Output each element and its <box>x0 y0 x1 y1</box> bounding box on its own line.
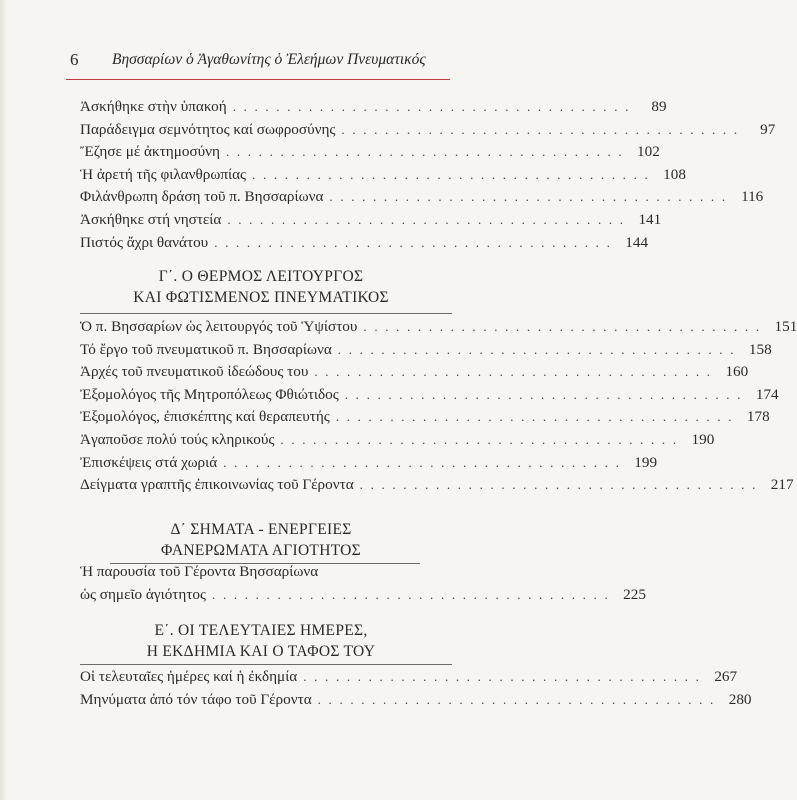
section-heading-line: Δ΄ ΣΗΜΑΤΑ - ΕΝΕΡΓΕΙΕΣ <box>170 521 352 538</box>
dot-leader: . . . . . . . . . . . . . . . . . . . . . . . . . . . . . . . . . . . . . <box>329 189 728 205</box>
dot-leader: . . . . . . . . . . . . . . . . . . . . . . . . . . . . . . . . . . . . . <box>252 166 650 182</box>
dot-leader: . . . . . . . . . . . . . . . . . . . . . . . . . . . . . . . . . . . . . <box>227 211 626 227</box>
toc-entry[interactable] <box>80 361 749 384</box>
toc-entry-page: 190 <box>691 430 715 448</box>
section-heading-line: Η ΕΚΔΗΜΙΑ ΚΑΙ Ο ΤΑΦΟΣ ΤΟΥ <box>146 643 376 660</box>
toc-entry[interactable] <box>80 406 770 429</box>
dot-leader: . . . . . . . . . . . . . . . . . . . . . . . . . . . . . . . . . . . . . <box>214 234 613 250</box>
toc-entry-title: Ἐξομολόγος, ἐπισκέπτης καί θεραπευτής <box>80 408 330 426</box>
toc-entry-title: Μηνύματα ἀπό τόν τάφο τοῦ Γέροντα <box>80 690 312 708</box>
section-heading-line: ΦΑΝΕΡΩΜΑΤΑ ΑΓΙΟΤΗΤΟΣ <box>160 542 361 559</box>
toc-entry[interactable] <box>80 666 738 689</box>
toc-entry[interactable] <box>80 474 794 497</box>
toc-entry[interactable] <box>80 232 649 255</box>
toc-entry[interactable] <box>80 339 772 362</box>
toc-entry-title: Ἡ ἀρετή τῆς φιλανθρωπίας <box>80 165 247 183</box>
toc-entry[interactable] <box>80 452 658 475</box>
dot-leader: . . . . . . . . . . . . . . . . . . . . . . . . . . . . . . . . . . . . . <box>212 586 610 602</box>
toc-entry-page: 97 <box>760 120 776 138</box>
toc-entry-page: 199 <box>634 453 658 471</box>
toc-entry-title: Παράδειγμα σεμνότητος καί σωφροσύνης <box>80 120 336 138</box>
section-e-heading <box>66 620 456 662</box>
running-header <box>70 50 450 72</box>
dot-leader: . . . . . . . . . . . . . . . . . . . . . . . . . . . . . . . . . . . . . <box>232 99 631 114</box>
dot-leader: . . . . . . . . . . . . . . . . . . . . . . . . . . . . . . . . . . . . . <box>280 431 679 447</box>
toc-entry-title: Τό ἔργο τοῦ πνευματικοῦ π. Βησσαρίωνα <box>80 340 332 358</box>
toc-entry-page: 141 <box>638 210 662 228</box>
toc-entry-page: 178 <box>746 408 770 426</box>
toc-entry-page: 89 <box>651 98 667 115</box>
toc-entry-title: Δείγματα γραπτῆς ἐπικοινωνίας τοῦ Γέροντα <box>80 476 354 494</box>
toc-section-e <box>80 666 752 711</box>
toc-entry-title: ὡς σημεῖο ἁγιότητος <box>80 585 207 603</box>
dot-leader: . . . . . . . . . . . . . . . . . . . . . . . . . . . . . . . . . . . . . <box>314 364 713 380</box>
section-d-heading <box>66 519 456 561</box>
toc-group-b <box>80 96 776 254</box>
toc-entry[interactable] <box>80 164 686 187</box>
toc-entry[interactable] <box>80 584 646 607</box>
dot-leader: . . . . . . . . . . . . . . . . . . . . . . . . . . . . . . . . . . . . . <box>344 386 743 402</box>
toc-entry-page: 225 <box>623 585 646 603</box>
toc-entry-title: Πιστός ἄχρι θανάτου <box>80 233 209 251</box>
toc-entry-page: 158 <box>748 340 772 358</box>
dot-leader: . . . . . . . . . . . . . . . . . . . . . . . . . . . . . . . . . . . . . <box>335 409 734 425</box>
toc-entry-page: 102 <box>637 143 660 161</box>
toc-entry-page: 160 <box>725 363 749 381</box>
dot-leader: . . . . . . . . . . . . . . . . . . . . . . . . . . . . . . . . . . . . . <box>337 341 736 357</box>
toc-entry[interactable] <box>80 689 752 712</box>
toc-entry-title: Οἱ τελευταῖες ἡμέρες καί ἡ ἐκδημία <box>80 668 298 685</box>
toc-entry[interactable] <box>80 186 764 209</box>
toc-entry-title: Ἐπισκέψεις στά χωριά <box>80 453 218 471</box>
section-heading-line: ΚΑΙ ΦΩΤΙΣΜΕΝΟΣ ΠΝΕΥΜΑΤΙΚΟΣ <box>133 289 389 306</box>
toc-section-d <box>80 561 646 606</box>
toc-entry-page: 280 <box>728 690 752 708</box>
toc-entry-title: Ἡ παρουσία τοῦ Γέροντα Βησσαρίωνα <box>80 563 319 580</box>
section-heading-line: Γ΄. Ο ΘΕΡΜΟΣ ΛΕΙΤΟΥΡΓΟΣ <box>158 268 364 285</box>
toc-entry-title: Ἀσκήθηκε στή νηστεία <box>80 210 222 228</box>
toc-entry[interactable] <box>80 96 667 119</box>
page-edge <box>0 0 6 800</box>
toc-entry-page: 144 <box>625 233 649 251</box>
dot-leader: . . . . . . . . . . . . . . . . . . . . . . . . . . . . . . . . . . . . . <box>341 121 740 137</box>
toc-entry-line[interactable] <box>80 561 454 584</box>
toc-entry-title: Ἔζησε μέ ἀκτημοσύνη <box>80 143 220 161</box>
dot-leader: . . . . . . . . . . . . . . . . . . . . . . . . . . . . . . . . . . . . . <box>359 477 758 493</box>
toc-entry-title: Ὁ π. Βησσαρίων ὡς λειτουργός τοῦ Ὑψίστου <box>80 318 358 335</box>
toc-entry[interactable] <box>80 384 779 407</box>
section-c-rule <box>80 313 452 314</box>
toc-entry-page: 108 <box>663 165 686 183</box>
toc-entry[interactable] <box>80 429 715 452</box>
toc-entry-page: 267 <box>714 668 738 685</box>
toc-entry-title: Ἀσκήθηκε στὴν ὑπακοή <box>80 98 227 115</box>
header-rule <box>66 79 450 80</box>
toc-entry[interactable] <box>80 141 660 164</box>
toc-entry-title: Φιλάνθρωπη δράση τοῦ π. Βησσαρίωνα <box>80 188 324 206</box>
dot-leader: . . . . . . . . . . . . . . . . . . . . . . . . . . . . . . . . . . . . . <box>303 669 702 684</box>
section-c-heading <box>66 266 456 308</box>
dot-leader: . . . . . . . . . . . . . . . . . . . . . . . . . . . . . . . . . . . . . <box>363 319 762 334</box>
toc-entry-page: 116 <box>741 188 764 206</box>
toc-entry-page: 217 <box>770 476 794 494</box>
page-number: 6 <box>70 50 79 69</box>
toc-entry-title: Ἐξομολόγος τῆς Μητροπόλεως Φθιώτιδος <box>80 385 339 403</box>
toc-entry[interactable] <box>80 316 797 339</box>
toc-entry[interactable] <box>80 209 662 232</box>
section-e-rule <box>80 664 452 665</box>
toc-entry[interactable] <box>80 119 776 142</box>
dot-leader: . . . . . . . . . . . . . . . . . . . . . . . . . . . . . . . . . . . . . <box>317 691 716 707</box>
toc-entry-title: Ἀγαποῦσε πολύ τούς κληρικούς <box>80 430 275 448</box>
dot-leader: . . . . . . . . . . . . . . . . . . . . . . . . . . . . . . . . . . . . . <box>223 454 622 470</box>
toc-section-c <box>80 316 797 497</box>
toc-entry-title: Ἀρχές τοῦ πνευματικοῦ ἰδεώδους του <box>80 363 309 381</box>
toc-entry-page: 151 <box>774 318 797 335</box>
toc-entry-page: 174 <box>755 385 779 403</box>
running-title: Βησσαρίων ὁ Ἀγαθωνίτης ὁ Ἐλεήμων Πνευματικός <box>112 51 426 68</box>
section-heading-line: Ε΄. ΟΙ ΤΕΛΕΥΤΑΙΕΣ ΗΜΕΡΕΣ, <box>154 622 368 639</box>
dot-leader: . . . . . . . . . . . . . . . . . . . . . . . . . . . . . . . . . . . . . <box>225 144 624 160</box>
